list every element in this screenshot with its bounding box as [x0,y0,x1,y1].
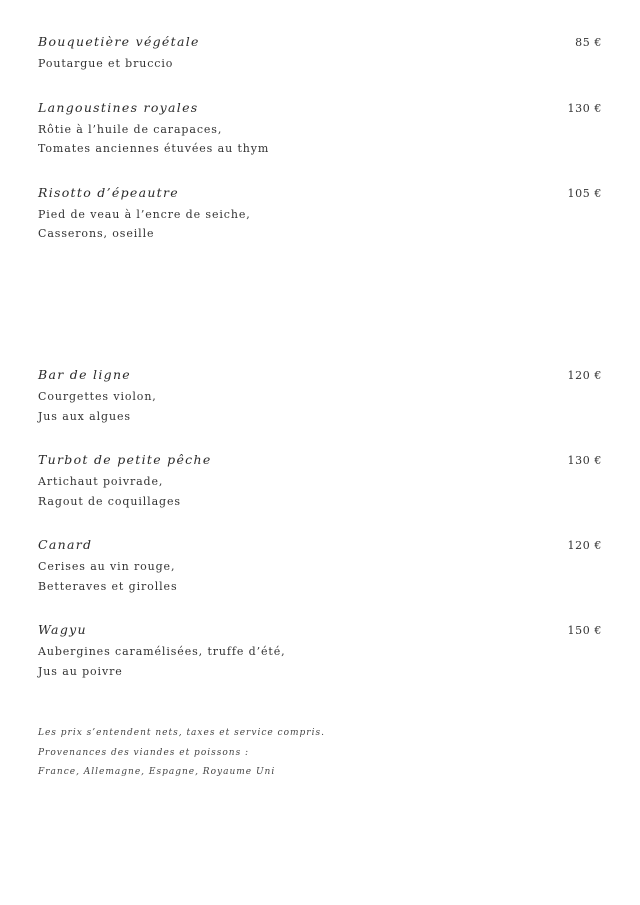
menu-item-header [38,100,602,120]
dish-description: Poutargue et bruccio [38,57,174,70]
dish-price: 120 € [567,369,602,382]
dish-description: Jus aux algues [38,409,131,423]
dish-name: Turbot de petite pêche [38,452,212,467]
dish-name: Risotto d’épeautre [38,184,179,200]
dish-description: Aubergines caramélisées, truffe d’été, [38,645,286,658]
dish-description: Betteraves et girolles [38,579,178,593]
menu-item-header [38,34,602,54]
dish-description: Courgettes violon, [38,390,157,403]
menu-item [38,367,602,426]
menu-item-header [38,185,602,205]
dish-price: 105 € [567,186,602,200]
dish-name: Bar de ligne [38,367,132,382]
dish-description: Artichaut poivrade, [38,475,164,488]
menu-item [38,452,602,511]
dish-description: Pied de veau à l’encre de seiche, [38,207,251,221]
menu-item-header [38,452,602,472]
dish-description: Casserons, oseille [38,227,155,240]
dish-price: 130 € [567,454,602,467]
menu-item [38,100,602,159]
menu-item-header [38,537,602,557]
footer-line: France, Allemagne, Espagne, Royaume Uni [38,767,276,777]
menu-item [38,537,602,596]
menu-item [38,622,602,681]
menu-item [38,34,602,74]
dish-price: 120 € [567,539,602,552]
dish-description: Rôtie à l’huile de carapaces, [38,122,223,136]
menu-item-header [38,367,602,387]
dish-price: 150 € [567,624,602,637]
menu-footer-note [38,724,602,783]
dish-name: Wagyu [38,622,87,637]
menu-item-header [38,622,602,642]
footer-line: Les prix s’entendent nets, taxes et service compris. [38,728,325,738]
dish-description: Ragout de coquillages [38,494,181,508]
menu-item [38,185,602,244]
dish-description: Tomates anciennes étuvées au thym [38,142,270,155]
dish-description: Jus au poivre [38,664,123,678]
dish-price: 85 € [575,36,602,49]
dish-name: Canard [38,537,93,552]
dish-name: Bouquetière végétale [38,34,200,49]
menu-section-mains [38,367,602,707]
menu-section-starters [38,34,602,270]
footer-line: Provenances des viandes et poissons : [38,747,250,758]
dish-name: Langoustines royales [38,99,199,115]
dish-description: Cerises au vin rouge, [38,560,176,573]
dish-price: 130 € [567,101,602,115]
